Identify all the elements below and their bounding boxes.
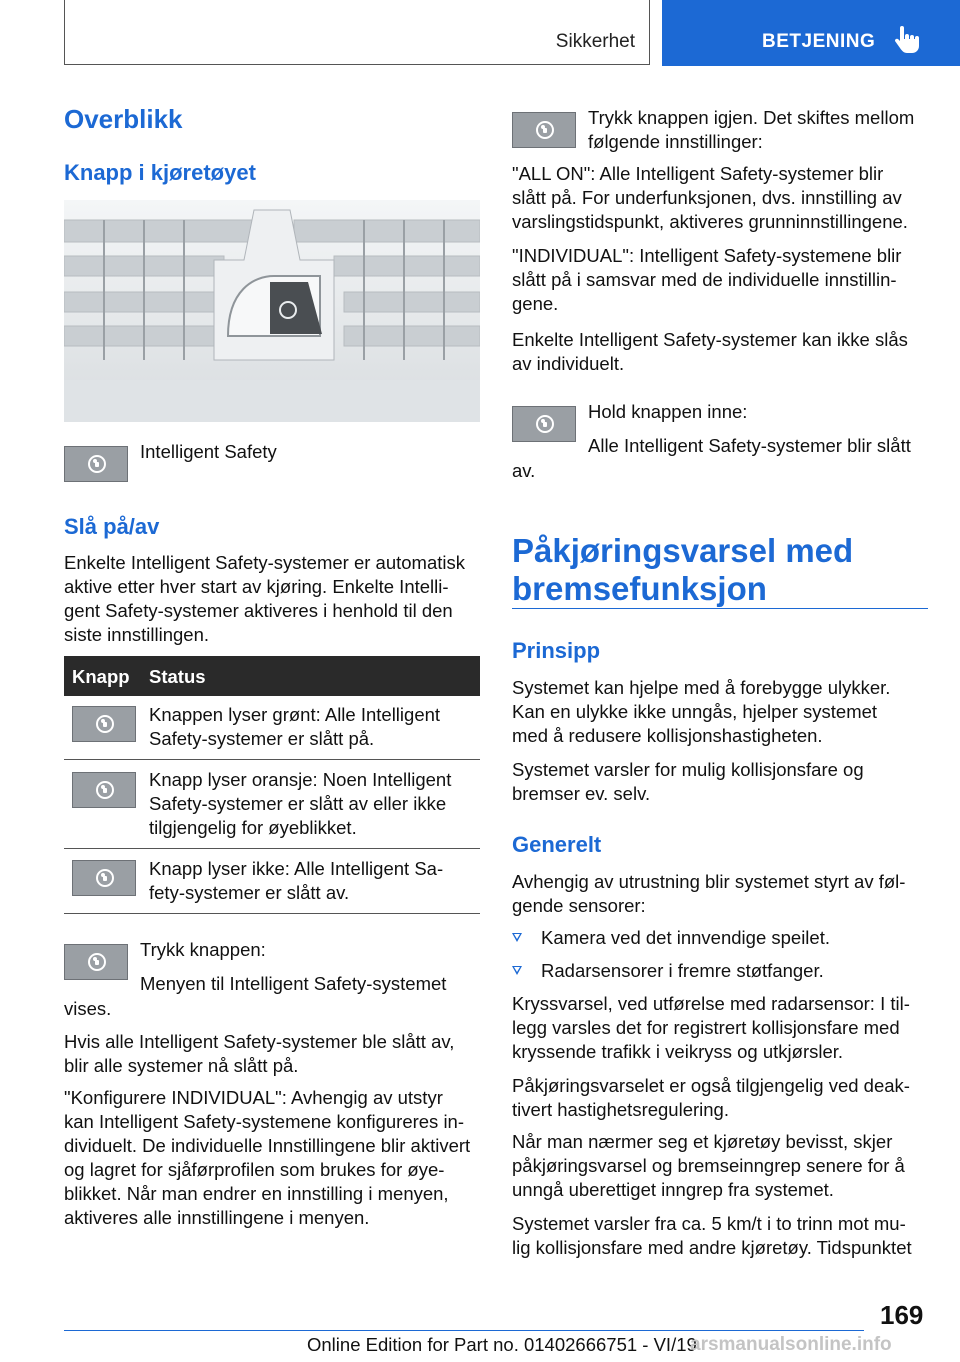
hold-result: Alle Intelligent Safety-systemer blir slått bbox=[588, 435, 911, 456]
triangle-bullet-icon bbox=[512, 933, 522, 942]
text-line: kan Intelligent Safety-systemene konfigureres in- bbox=[64, 1111, 465, 1132]
intelligent-safety-button-icon bbox=[512, 406, 576, 442]
text-line: følgende innstillinger: bbox=[588, 131, 763, 152]
speed-paragraph bbox=[512, 1212, 928, 1260]
all-off-paragraph bbox=[64, 1030, 480, 1078]
vehicle-grille-illustration bbox=[64, 200, 480, 422]
text-line: "INDIVIDUAL": Intelligent Safety-systemene blir bbox=[512, 245, 902, 266]
text-line: Påkjøringsvarselet er også tilgjengelig ved deak- bbox=[512, 1075, 910, 1096]
text-line: unngå uberettiget inngrep fra systemet. bbox=[512, 1179, 834, 1200]
text-line: blikket. Når man endrer en innstilling i menyen, bbox=[64, 1183, 449, 1204]
text-line: Kryssvarsel, ved utførelse med radarsensor: I til- bbox=[512, 993, 910, 1014]
section-heading-general: Generelt bbox=[512, 832, 602, 857]
text-line: med å redusere kollisjonshastigheten. bbox=[512, 725, 823, 746]
deactivated-paragraph bbox=[512, 1074, 928, 1122]
table-header bbox=[64, 656, 480, 696]
text-line: Systemet varsler for mulig kollisjonsfare og bbox=[512, 759, 864, 780]
text-line: tilgjengelig for øyeblikket. bbox=[149, 817, 357, 838]
page-header bbox=[0, 0, 960, 66]
text-line: varslingstidspunkt, aktiveres grunninnstillingene. bbox=[512, 211, 908, 232]
text-line: Når man nærmer seg et kjøretøy bevisst, skjer bbox=[512, 1131, 893, 1152]
table-row bbox=[64, 696, 480, 760]
text-line: legg varsles det for registrert kollisjonsfare med bbox=[512, 1017, 900, 1038]
text-line: Safety-systemer er slått på. bbox=[149, 728, 375, 749]
header-section-title: Sikkerhet bbox=[555, 31, 635, 52]
text-line: bremser ev. selv. bbox=[512, 783, 651, 804]
text-line: lig kollisjonsfare med andre kjøretøy. Tidspunktet bbox=[512, 1237, 912, 1258]
symbol-caption: Intelligent Safety bbox=[140, 441, 277, 462]
text-line: Knappen lyser grønt: Alle Intelligent bbox=[149, 704, 441, 725]
table-header-cell: Status bbox=[149, 666, 206, 687]
text-line: Avhengig av utrustning blir systemet styrt av føl- bbox=[512, 871, 906, 892]
text-line: tivert hastighetsregulering. bbox=[512, 1099, 729, 1120]
text-line: gene. bbox=[512, 293, 559, 314]
table-row bbox=[64, 849, 480, 914]
approach-paragraph bbox=[512, 1130, 928, 1202]
press-result-cont: vises. bbox=[64, 998, 112, 1019]
table-header-cell: Knapp bbox=[72, 666, 130, 687]
page-title: Overblikk bbox=[64, 104, 183, 134]
press-result: Menyen til Intelligent Safety-systemet bbox=[140, 973, 447, 994]
individual-paragraph bbox=[512, 244, 928, 316]
intelligent-safety-button-icon bbox=[64, 944, 128, 980]
text-line: påkjøringsvarsel og bremseinngrep senere for å bbox=[512, 1155, 905, 1176]
text-line: Enkelte Intelligent Safety-systemer kan ikke slås bbox=[512, 329, 908, 350]
subheading-button: Knapp i kjøretøyet bbox=[64, 160, 256, 185]
vehicle-button-photo bbox=[64, 200, 480, 422]
configure-paragraph bbox=[64, 1086, 480, 1230]
text-line: Systemet kan hjelpe med å forebygge ulykker. bbox=[512, 677, 891, 698]
text-line: aktiveres alle innstillingene i menyen. bbox=[64, 1207, 370, 1228]
press-instruction: Trykk knappen: bbox=[140, 939, 266, 960]
text-line: slått på i samsvar med de individuelle innstillin- bbox=[512, 269, 897, 290]
text-line: dividuelt. De individuelle Innstillingene blir aktivert bbox=[64, 1135, 471, 1156]
all-on-paragraph bbox=[512, 162, 928, 234]
text-line: Enkelte Intelligent Safety-systemer er automatisk bbox=[64, 552, 466, 573]
chapter-heading bbox=[512, 532, 853, 608]
footer-edition: Online Edition for Part no. 01402666751 - VI/19 bbox=[307, 1334, 697, 1355]
principle-paragraph-2 bbox=[512, 758, 928, 806]
table-row bbox=[64, 760, 480, 849]
intelligent-safety-button-icon bbox=[512, 112, 576, 148]
heading-rule bbox=[512, 608, 928, 609]
principle-paragraph bbox=[512, 676, 928, 748]
intelligent-safety-button-icon bbox=[72, 772, 136, 808]
intelligent-safety-button-icon bbox=[72, 706, 136, 742]
table-cell bbox=[149, 703, 479, 751]
table-cell bbox=[149, 857, 479, 905]
text-line: og lagret for sjåførprofilen som brukes for øye- bbox=[64, 1159, 445, 1180]
text-line: Hvis alle Intelligent Safety-systemer ble slått av, bbox=[64, 1031, 455, 1052]
general-paragraph bbox=[512, 870, 928, 918]
text-line: Knapp lyser oransje: Noen Intelligent bbox=[149, 769, 452, 790]
text-line: Kan en ulykke ikke unngås, hjelper systemet bbox=[512, 701, 878, 722]
intelligent-safety-button-icon bbox=[72, 860, 136, 896]
section-heading-principle: Prinsipp bbox=[512, 638, 601, 663]
text-line: "Konfigurere INDIVIDUAL": Avhengig av utstyr bbox=[64, 1087, 443, 1108]
intelligent-safety-button-icon bbox=[64, 446, 128, 482]
list-item-text: Radarsensorer i fremre støtfanger. bbox=[541, 960, 824, 981]
text-line: Safety-systemer er slått av eller ikke bbox=[149, 793, 447, 814]
page-number: 169 bbox=[880, 1300, 924, 1330]
footer-rule bbox=[64, 1330, 864, 1331]
heading-line: bremsefunksjon bbox=[512, 570, 767, 607]
header-section-box bbox=[64, 0, 650, 65]
text-line: Trykk knappen igjen. Det skiftes mellom bbox=[588, 107, 915, 128]
text-line: aktive etter hver start av kjøring. Enkelte Intelli- bbox=[64, 576, 449, 597]
table-cell bbox=[149, 768, 479, 840]
text-line: gende sensorer: bbox=[512, 895, 646, 916]
press-again-instruction bbox=[588, 106, 914, 154]
text-line: "ALL ON": Alle Intelligent Safety-systemer blir bbox=[512, 163, 884, 184]
text-line: Knapp lyser ikke: Alle Intelligent Sa- bbox=[149, 858, 444, 879]
some-systems-paragraph bbox=[512, 328, 928, 376]
footer-watermark: arsmanualsonline.info bbox=[690, 1334, 892, 1355]
hold-result-cont: av. bbox=[512, 460, 536, 481]
header-chapter-tab[interactable] bbox=[662, 0, 960, 66]
heading-line: Påkjøringsvarsel med bbox=[512, 532, 854, 569]
text-line: fety-systemer er slått av. bbox=[149, 882, 350, 903]
hand-pointer-icon bbox=[894, 26, 920, 54]
onoff-paragraph bbox=[64, 551, 480, 647]
text-line: Systemet varsler fra ca. 5 km/t i to trinn mot mu- bbox=[512, 1213, 906, 1234]
text-line: slått på. For underfunksjonen, dvs. innstilling av bbox=[512, 187, 902, 208]
triangle-bullet-icon bbox=[512, 966, 522, 975]
cross-traffic-paragraph bbox=[512, 992, 928, 1064]
text-line: blir alle systemer nå slått på. bbox=[64, 1055, 299, 1076]
text-line: siste innstillingen. bbox=[64, 624, 209, 645]
hold-instruction: Hold knappen inne: bbox=[588, 401, 748, 422]
text-line: kryssende trafikk i veikryss og utkjørsler. bbox=[512, 1041, 844, 1062]
text-line: av individuelt. bbox=[512, 353, 625, 374]
status-table bbox=[64, 656, 480, 914]
section-heading-onoff: Slå på/av bbox=[64, 514, 160, 539]
header-chapter-label: BETJENING bbox=[762, 31, 876, 52]
list-item-text: Kamera ved det innvendige speilet. bbox=[541, 927, 830, 948]
text-line: gent Safety-systemer aktiveres i henhold til den bbox=[64, 600, 453, 621]
